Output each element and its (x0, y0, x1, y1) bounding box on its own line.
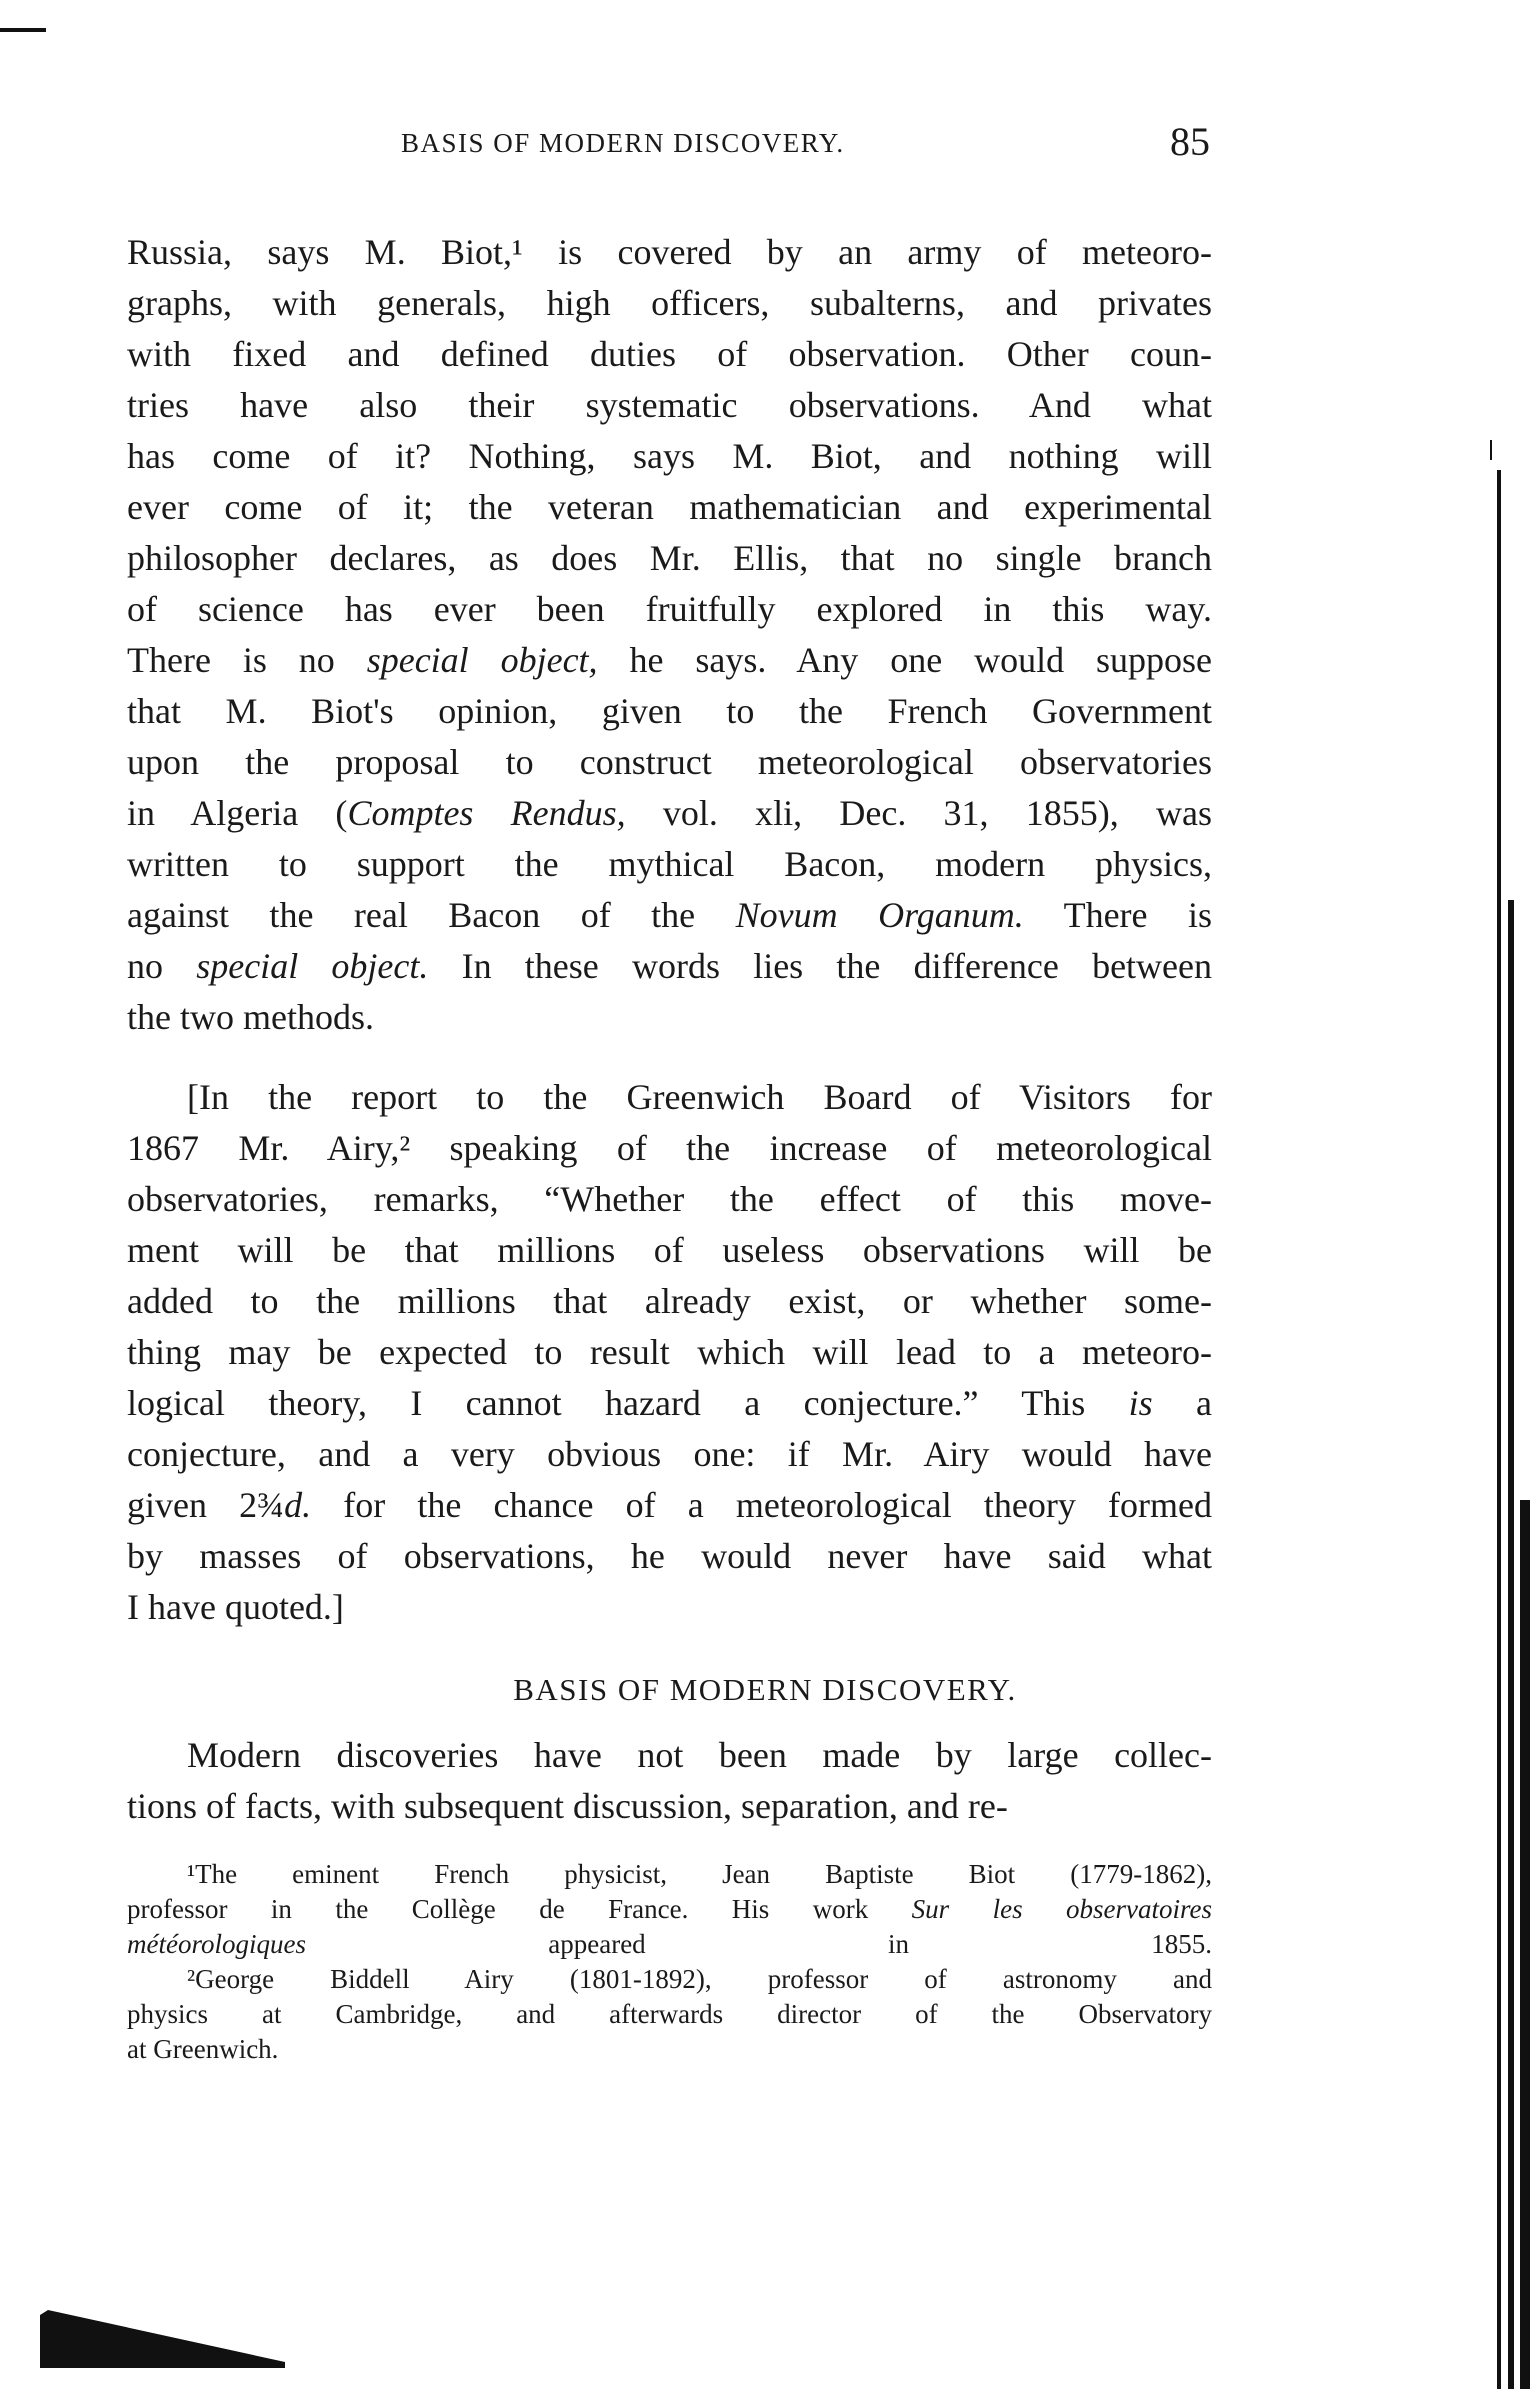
text-line (127, 1781, 1212, 1832)
paragraph-1 (127, 227, 1212, 1043)
footnote-line (127, 1857, 1212, 1892)
text-line (127, 839, 1212, 890)
text-run: vol. xli, Dec. 31, 1855), was (625, 793, 1213, 833)
text-line (127, 380, 1212, 431)
footnote-line (127, 1962, 1212, 1997)
text-run: ever come of it; the veteran mathematician and experimental (127, 487, 1212, 527)
text-line (127, 992, 1212, 1043)
text-line (127, 1480, 1212, 1531)
text-line (127, 1123, 1212, 1174)
text-run: by masses of observations, he would never have said what (127, 1536, 1212, 1576)
text-run: at Greenwich. (127, 2034, 279, 2064)
text-run: against the real Bacon of the (127, 895, 736, 935)
text-run: added to the millions that already exist, or whether some- (127, 1281, 1212, 1321)
italic-text: is (1128, 1383, 1153, 1423)
paragraph-3 (127, 1730, 1212, 1832)
paragraph-2 (127, 1072, 1212, 1633)
text-run: tions of facts, with subsequent discussion, separation, and re- (127, 1786, 1008, 1826)
text-line (127, 1378, 1212, 1429)
text-line (127, 533, 1212, 584)
text-run: In these words lies the difference between (428, 946, 1212, 986)
text-run: in Algeria ( (127, 793, 348, 833)
text-run: I have quoted.] (127, 1587, 344, 1627)
text-line (127, 1327, 1212, 1378)
text-line (127, 1531, 1212, 1582)
text-run: [In the report to the Greenwich Board of Visitors for (187, 1077, 1212, 1117)
text-line (127, 1276, 1212, 1327)
text-line (127, 1174, 1212, 1225)
text-run: the two methods. (127, 997, 374, 1037)
scan-mark-top (0, 28, 46, 32)
scan-edge-bar (1520, 1500, 1530, 2389)
text-run: ¹The eminent French physicist, Jean Baptiste Biot (1779-1862), (187, 1859, 1212, 1889)
text-run: appeared in 1855. (305, 1929, 1212, 1959)
text-run: has come of it? Nothing, says M. Biot, and nothing will (127, 436, 1212, 476)
italic-text: Comptes Rendus, (347, 793, 626, 833)
text-line (127, 890, 1212, 941)
text-run: logical theory, I cannot hazard a conjecture.” This (127, 1383, 1129, 1423)
text-line (127, 788, 1212, 839)
text-line (127, 1730, 1212, 1781)
text-line (127, 482, 1212, 533)
text-line (127, 1072, 1212, 1123)
text-line (127, 329, 1212, 380)
text-line (127, 278, 1212, 329)
italic-text: special object, (366, 640, 598, 680)
text-line (127, 686, 1212, 737)
footnote-line (127, 2032, 1212, 2067)
text-run: observatories, remarks, “Whether the effect of this move- (127, 1179, 1212, 1219)
text-line (127, 941, 1212, 992)
text-line (127, 1429, 1212, 1480)
text-run: Russia, says M. Biot,¹ is covered by an army of meteoro- (127, 232, 1212, 272)
scan-edge-bar (1497, 470, 1501, 2389)
text-line (127, 1582, 1212, 1633)
footnote-line (127, 1997, 1212, 2032)
footnote-line (127, 1892, 1212, 1927)
text-line (127, 737, 1212, 788)
scan-edge-bar (1508, 900, 1514, 2389)
text-run: Modern discoveries have not been made by large collec- (187, 1735, 1212, 1775)
text-run: tries have also their systematic observations. And what (127, 385, 1212, 425)
text-run: a (1152, 1383, 1212, 1423)
text-run: with fixed and defined duties of observation. Other coun- (127, 334, 1212, 374)
scan-mark-bottom (40, 2310, 290, 2370)
text-line (127, 584, 1212, 635)
text-line (127, 635, 1212, 686)
text-run: no (127, 946, 197, 986)
text-run: conjecture, and a very obvious one: if Mr. Airy would have (127, 1434, 1212, 1474)
text-line (127, 431, 1212, 482)
text-run: ment will be that millions of useless observations will be (127, 1230, 1212, 1270)
text-run: of science has ever been fruitfully explored in this way. (127, 589, 1212, 629)
section-heading: BASIS OF MODERN DISCOVERY. (513, 1672, 1017, 1707)
text-run: 1867 Mr. Airy,² speaking of the increase of meteorological (127, 1128, 1212, 1168)
footnotes (127, 1857, 1212, 2067)
text-run: thing may be expected to result which will lead to a meteoro- (127, 1332, 1212, 1372)
text-run: graphs, with generals, high officers, subalterns, and privates (127, 283, 1212, 323)
italic-text: d. (284, 1485, 312, 1525)
text-run: physics at Cambridge, and afterwards director of the Observatory (127, 1999, 1212, 2029)
italic-text: Sur les observatoires (911, 1894, 1212, 1924)
text-run: for the chance of a meteorological theory formed (311, 1485, 1212, 1525)
text-run: There is (1023, 895, 1212, 935)
text-run: upon the proposal to construct meteorological observatories (127, 742, 1212, 782)
page-number: 85 (1170, 119, 1210, 164)
text-run: given 2¾ (127, 1485, 285, 1525)
text-run: There is no (127, 640, 367, 680)
text-run: philosopher declares, as does Mr. Ellis, that no single branch (127, 538, 1212, 578)
text-run: that M. Biot's opinion, given to the French Government (127, 691, 1212, 731)
italic-text: special object. (196, 946, 429, 986)
text-line (127, 1225, 1212, 1276)
italic-text: Novum Organum. (735, 895, 1024, 935)
footnote-line (127, 1927, 1212, 1962)
text-run: written to support the mythical Bacon, modern physics, (127, 844, 1212, 884)
scan-edge-bar (1490, 440, 1492, 460)
italic-text: météorologiques (127, 1929, 306, 1959)
text-run: he says. Any one would suppose (597, 640, 1213, 680)
text-run: ²George Biddell Airy (1801-1892), professor of astronomy and (187, 1964, 1212, 1994)
text-run: professor in the Collège de France. His work (127, 1894, 912, 1924)
running-title: BASIS OF MODERN DISCOVERY. (401, 128, 845, 158)
text-line (127, 227, 1212, 278)
